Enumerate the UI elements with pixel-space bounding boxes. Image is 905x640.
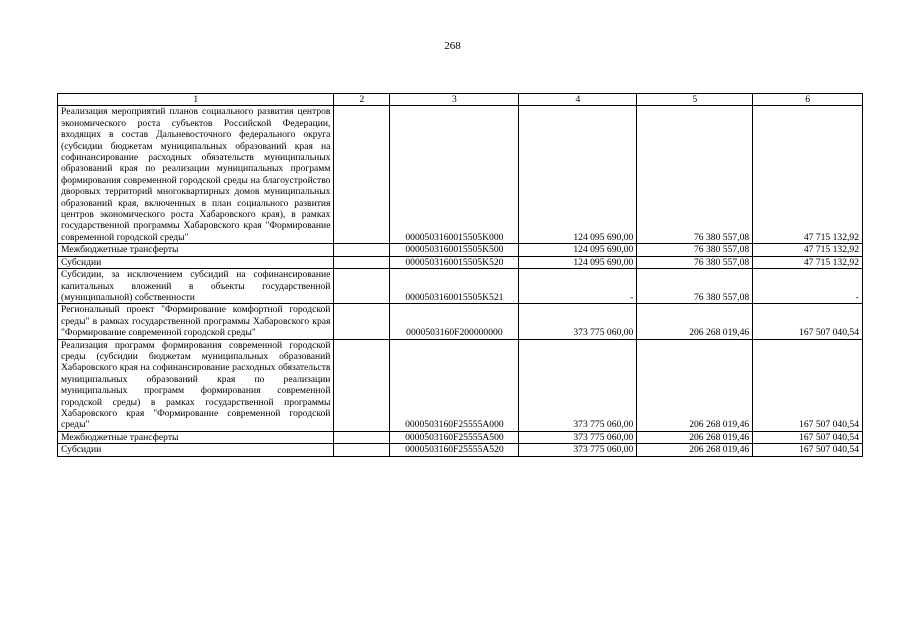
row-col2	[334, 244, 390, 256]
row-value-5: 206 268 019,46	[637, 304, 753, 339]
row-value-4: 373 775 060,00	[519, 431, 637, 443]
page-number: 268	[444, 40, 461, 52]
row-value-6: 47 715 132,92	[753, 244, 863, 256]
column-header: 4	[519, 94, 637, 106]
table-row	[58, 269, 863, 304]
row-value-4: -	[519, 269, 637, 304]
table-row	[58, 256, 863, 268]
column-header: 1	[58, 94, 334, 106]
table-row	[58, 106, 863, 244]
row-name: Региональный проект "Формирование комфортной городской среды" в рамках государственной программы Хабаровского края "Формирование современной городской среды"	[58, 304, 334, 339]
row-code: 0000503160015505K520	[390, 256, 519, 268]
row-col2	[334, 256, 390, 268]
row-name: Межбюджетные трансферты	[58, 244, 334, 256]
table-row	[58, 339, 863, 431]
column-header-row	[58, 94, 863, 106]
row-value-4: 124 095 690,00	[519, 256, 637, 268]
row-col2	[334, 106, 390, 244]
budget-table	[57, 93, 863, 457]
row-col2	[334, 339, 390, 431]
row-col2	[334, 304, 390, 339]
row-name: Реализация программ формирования современной городской среды (субсидии бюджетам муниципальных образований Хабаровского края на софинансирование расходных обязательств муниципальных образований края по реализации муниципальных программ формирования современной городской среды) в рамках государственной программы Хабаровского края "Формирование современной городской среды"	[58, 339, 334, 431]
row-value-6: 47 715 132,92	[753, 256, 863, 268]
row-value-6: 47 715 132,92	[753, 106, 863, 244]
row-value-4: 124 095 690,00	[519, 106, 637, 244]
row-name: Субсидии	[58, 256, 334, 268]
table-row	[58, 304, 863, 339]
column-header: 3	[390, 94, 519, 106]
row-code: 0000503160F25555A000	[390, 339, 519, 431]
row-value-5: 76 380 557,08	[637, 256, 753, 268]
row-code: 0000503160015505K000	[390, 106, 519, 244]
column-header: 5	[637, 94, 753, 106]
column-header: 2	[334, 94, 390, 106]
table-row	[58, 244, 863, 256]
table-row	[58, 431, 863, 443]
table-row	[58, 444, 863, 456]
row-name: Субсидии	[58, 444, 334, 456]
row-value-5: 206 268 019,46	[637, 431, 753, 443]
row-name: Субсидии, за исключением субсидий на софинансирование капитальных вложений в объекты государственной (муниципальной) собственности	[58, 269, 334, 304]
row-col2	[334, 431, 390, 443]
row-code: 0000503160015505K521	[390, 269, 519, 304]
row-value-6: -	[753, 269, 863, 304]
row-value-5: 206 268 019,46	[637, 444, 753, 456]
row-value-5: 206 268 019,46	[637, 339, 753, 431]
row-value-6: 167 507 040,54	[753, 444, 863, 456]
row-name: Межбюджетные трансферты	[58, 431, 334, 443]
row-code: 0000503160F25555A520	[390, 444, 519, 456]
row-value-6: 167 507 040,54	[753, 339, 863, 431]
row-value-5: 76 380 557,08	[637, 106, 753, 244]
row-value-4: 373 775 060,00	[519, 444, 637, 456]
row-value-5: 76 380 557,08	[637, 244, 753, 256]
row-name: Реализация мероприятий планов социального развития центров экономического роста субъектов Российской Федерации, входящих в состав Дальневосточного федерального округа (субсидии бюджетам муниципальных образований края на софинансирование расходных обязательств муниципальных образований края по реализации муниципальных программ формирования современной городской среды на благоустройство дворовых территорий многоквартирных домов муниципальных образований края, включенных в план социального развития центров экономического роста Хабаровского края), в рамках государственной программы Хабаровского края "Формирование современной городской среды"	[58, 106, 334, 244]
row-value-5: 76 380 557,08	[637, 269, 753, 304]
row-value-4: 124 095 690,00	[519, 244, 637, 256]
row-value-6: 167 507 040,54	[753, 431, 863, 443]
row-value-4: 373 775 060,00	[519, 304, 637, 339]
row-code: 0000503160F25555A500	[390, 431, 519, 443]
row-col2	[334, 444, 390, 456]
row-col2	[334, 269, 390, 304]
row-code: 0000503160015505K500	[390, 244, 519, 256]
row-value-6: 167 507 040,54	[753, 304, 863, 339]
column-header: 6	[753, 94, 863, 106]
row-code: 0000503160F200000000	[390, 304, 519, 339]
row-value-4: 373 775 060,00	[519, 339, 637, 431]
